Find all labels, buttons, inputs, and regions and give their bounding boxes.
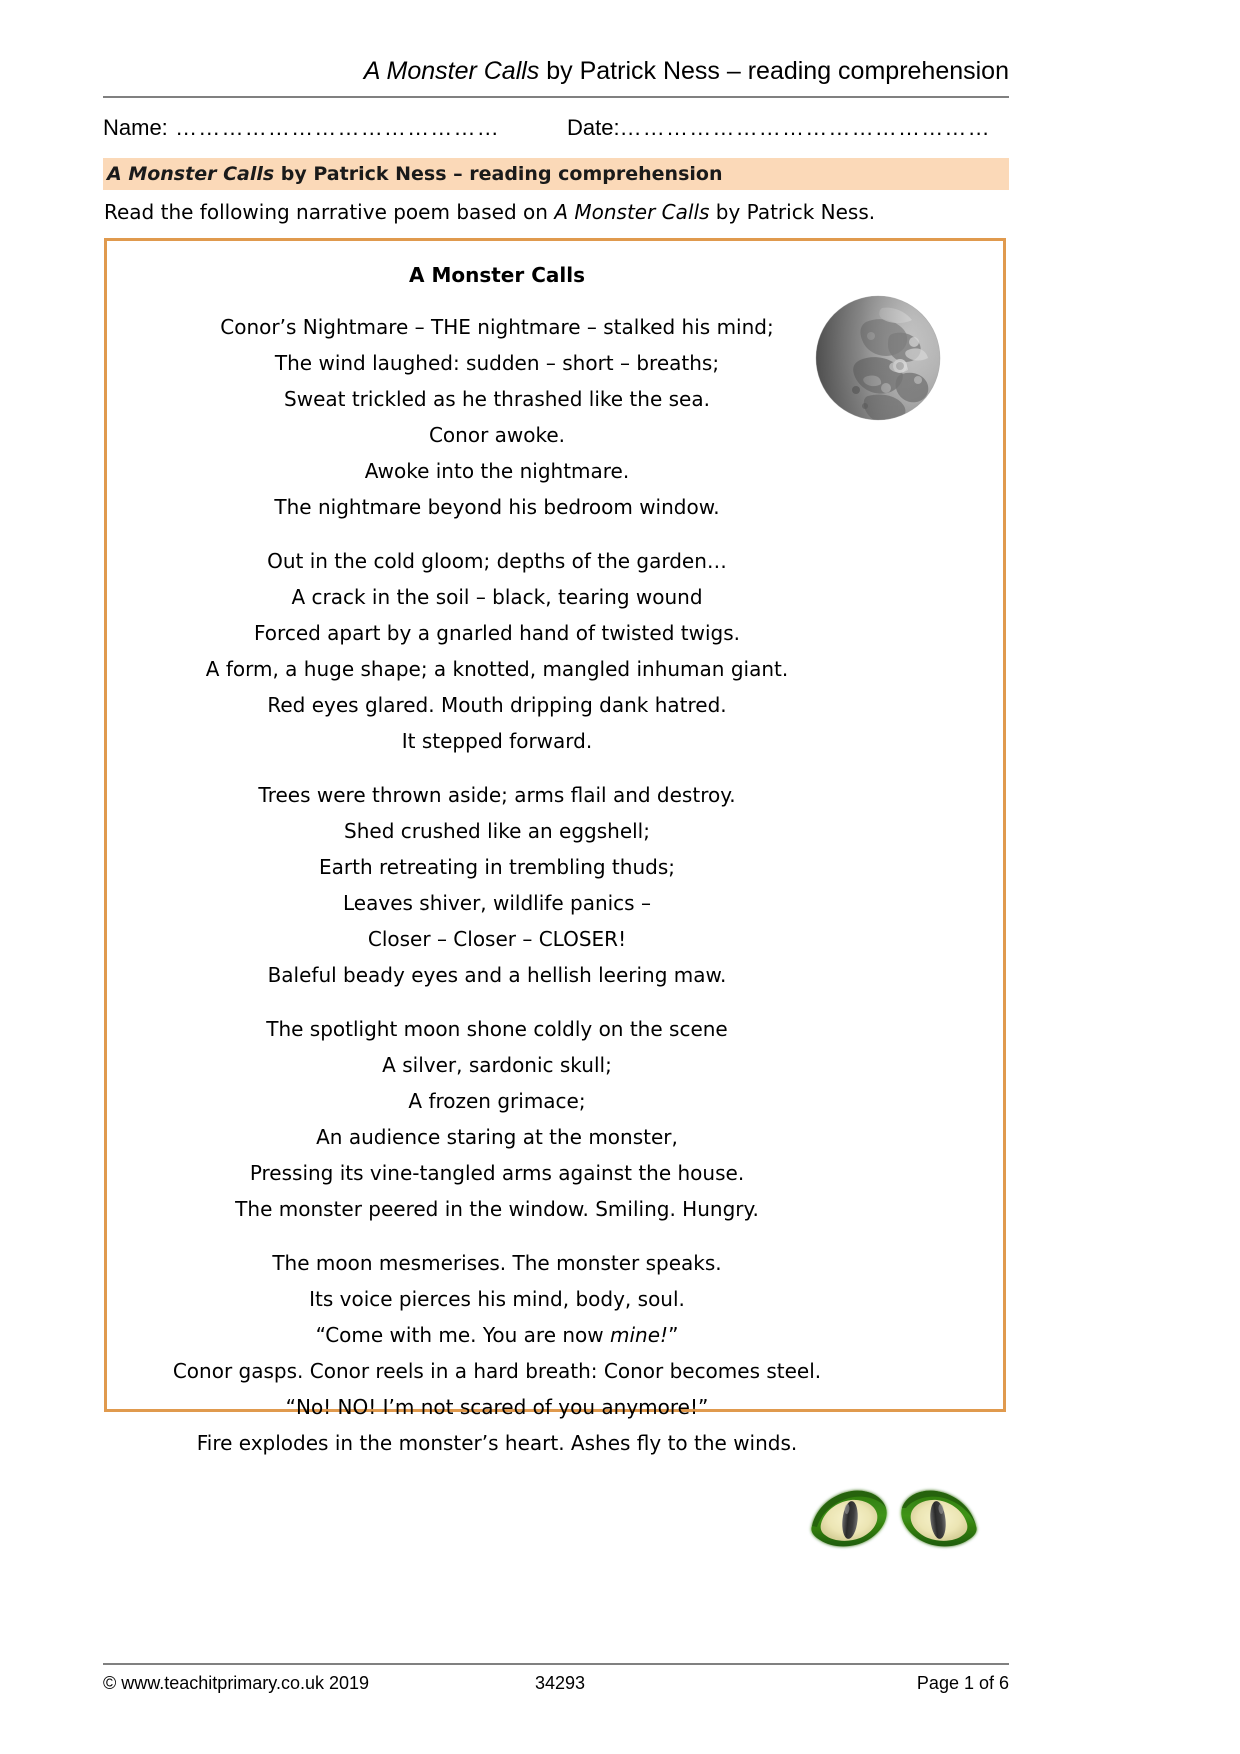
poem-line: Pressing its vine-tangled arms against the house. bbox=[249, 1161, 745, 1185]
poem-line: The monster peered in the window. Smiling. Hungry. bbox=[235, 1197, 759, 1221]
footer-rule bbox=[103, 1663, 1009, 1665]
quote-italic-word: mine! bbox=[610, 1323, 669, 1347]
poem-line: Conor’s Nightmare – THE nightmare – stalked his mind; bbox=[220, 315, 774, 339]
name-label: Name: bbox=[103, 115, 168, 140]
moon-icon bbox=[808, 288, 948, 428]
poem-stanza bbox=[107, 1245, 887, 1461]
poem-line: A crack in the soil – black, tearing wound bbox=[291, 585, 703, 609]
quote-before: “Come with me. You are now bbox=[315, 1323, 611, 1347]
poem-line: An audience staring at the monster, bbox=[316, 1125, 678, 1149]
document-footer bbox=[103, 1668, 1009, 1698]
instruction-before: Read the following narrative poem based on bbox=[104, 200, 555, 224]
header-title-italic: A Monster Calls bbox=[363, 57, 540, 85]
poem-line: The wind laughed: sudden – short – breaths; bbox=[274, 351, 720, 375]
poem-line-quote bbox=[107, 1317, 887, 1353]
date-dotted-line: ………………………………………… bbox=[619, 115, 991, 140]
section-title-banner bbox=[103, 158, 1009, 190]
poem-stanza bbox=[107, 309, 887, 525]
header-title bbox=[103, 56, 1009, 86]
poem-title: A Monster Calls bbox=[409, 263, 585, 287]
poem-line: Sweat trickled as he thrashed like the sea. bbox=[284, 387, 710, 411]
poem-line: Forced apart by a gnarled hand of twisted twigs. bbox=[254, 621, 740, 645]
monster-eyes-icon bbox=[806, 1482, 984, 1560]
section-title-italic: A Monster Calls bbox=[107, 163, 275, 185]
monster-eyes-image bbox=[806, 1482, 984, 1560]
footer-page-number: Page 1 of 6 bbox=[916, 1673, 1009, 1693]
moon-image bbox=[808, 288, 948, 428]
date-label: Date: bbox=[567, 115, 620, 140]
poem-line: A frozen grimace; bbox=[408, 1089, 586, 1113]
poem-line: Fire explodes in the monster’s heart. Ashes fly to the winds. bbox=[196, 1431, 798, 1455]
name-date-row bbox=[103, 112, 1009, 144]
header-title-rest: by Patrick Ness – reading comprehension bbox=[539, 57, 1009, 85]
poem-line: The spotlight moon shone coldly on the scene bbox=[266, 1017, 728, 1041]
instruction-text bbox=[104, 198, 1010, 226]
section-title-text bbox=[107, 158, 722, 190]
poem-stanza bbox=[107, 543, 887, 759]
poem-line: The moon mesmerises. The monster speaks. bbox=[272, 1251, 722, 1275]
poem-line: The nightmare beyond his bedroom window. bbox=[274, 495, 720, 519]
name-dotted-line: …………………………………… bbox=[167, 115, 500, 140]
poem-line: Conor awoke. bbox=[428, 423, 566, 447]
section-title-rest: by Patrick Ness – reading comprehension bbox=[274, 163, 723, 185]
poem-line: It stepped forward. bbox=[401, 729, 593, 753]
poem-line: Earth retreating in trembling thuds; bbox=[319, 855, 675, 879]
poem-line: Awoke into the nightmare. bbox=[364, 459, 630, 483]
poem-stanza bbox=[107, 777, 887, 993]
poem-stanza bbox=[107, 1011, 887, 1227]
poem-line: “No! NO! I’m not scared of you anymore!” bbox=[285, 1395, 709, 1419]
poem-line: Conor gasps. Conor reels in a hard breath: Conor becomes steel. bbox=[172, 1359, 822, 1383]
poem-line: Closer – Closer – CLOSER! bbox=[367, 927, 627, 951]
document-header bbox=[103, 56, 1009, 86]
poem-line: A silver, sardonic skull; bbox=[382, 1053, 612, 1077]
poem-line: Its voice pierces his mind, body, soul. bbox=[309, 1287, 685, 1311]
left-eye bbox=[811, 1491, 886, 1547]
poem-line: Baleful beady eyes and a hellish leering maw. bbox=[267, 963, 727, 987]
quote-after: ” bbox=[668, 1323, 679, 1347]
poem-line: Leaves shiver, wildlife panics – bbox=[343, 891, 651, 915]
instruction-italic-title: A Monster Calls bbox=[554, 200, 710, 224]
footer-doc-id: 34293 bbox=[535, 1673, 586, 1693]
date-field[interactable] bbox=[567, 112, 991, 144]
right-eye bbox=[901, 1491, 976, 1547]
poem-line: A form, a huge shape; a knotted, mangled inhuman giant. bbox=[205, 657, 789, 681]
poem-line: Red eyes glared. Mouth dripping dank hatred. bbox=[267, 693, 727, 717]
name-field[interactable] bbox=[103, 112, 500, 144]
poem-line: Shed crushed like an eggshell; bbox=[344, 819, 650, 843]
poem-body bbox=[107, 309, 887, 1461]
footer-copyright: © www.teachitprimary.co.uk 2019 bbox=[103, 1673, 370, 1693]
header-rule bbox=[103, 96, 1009, 98]
poem-line: Trees were thrown aside; arms flail and destroy. bbox=[258, 783, 736, 807]
poem-line: Out in the cold gloom; depths of the garden… bbox=[267, 549, 727, 573]
instruction-after: by Patrick Ness. bbox=[709, 200, 876, 224]
